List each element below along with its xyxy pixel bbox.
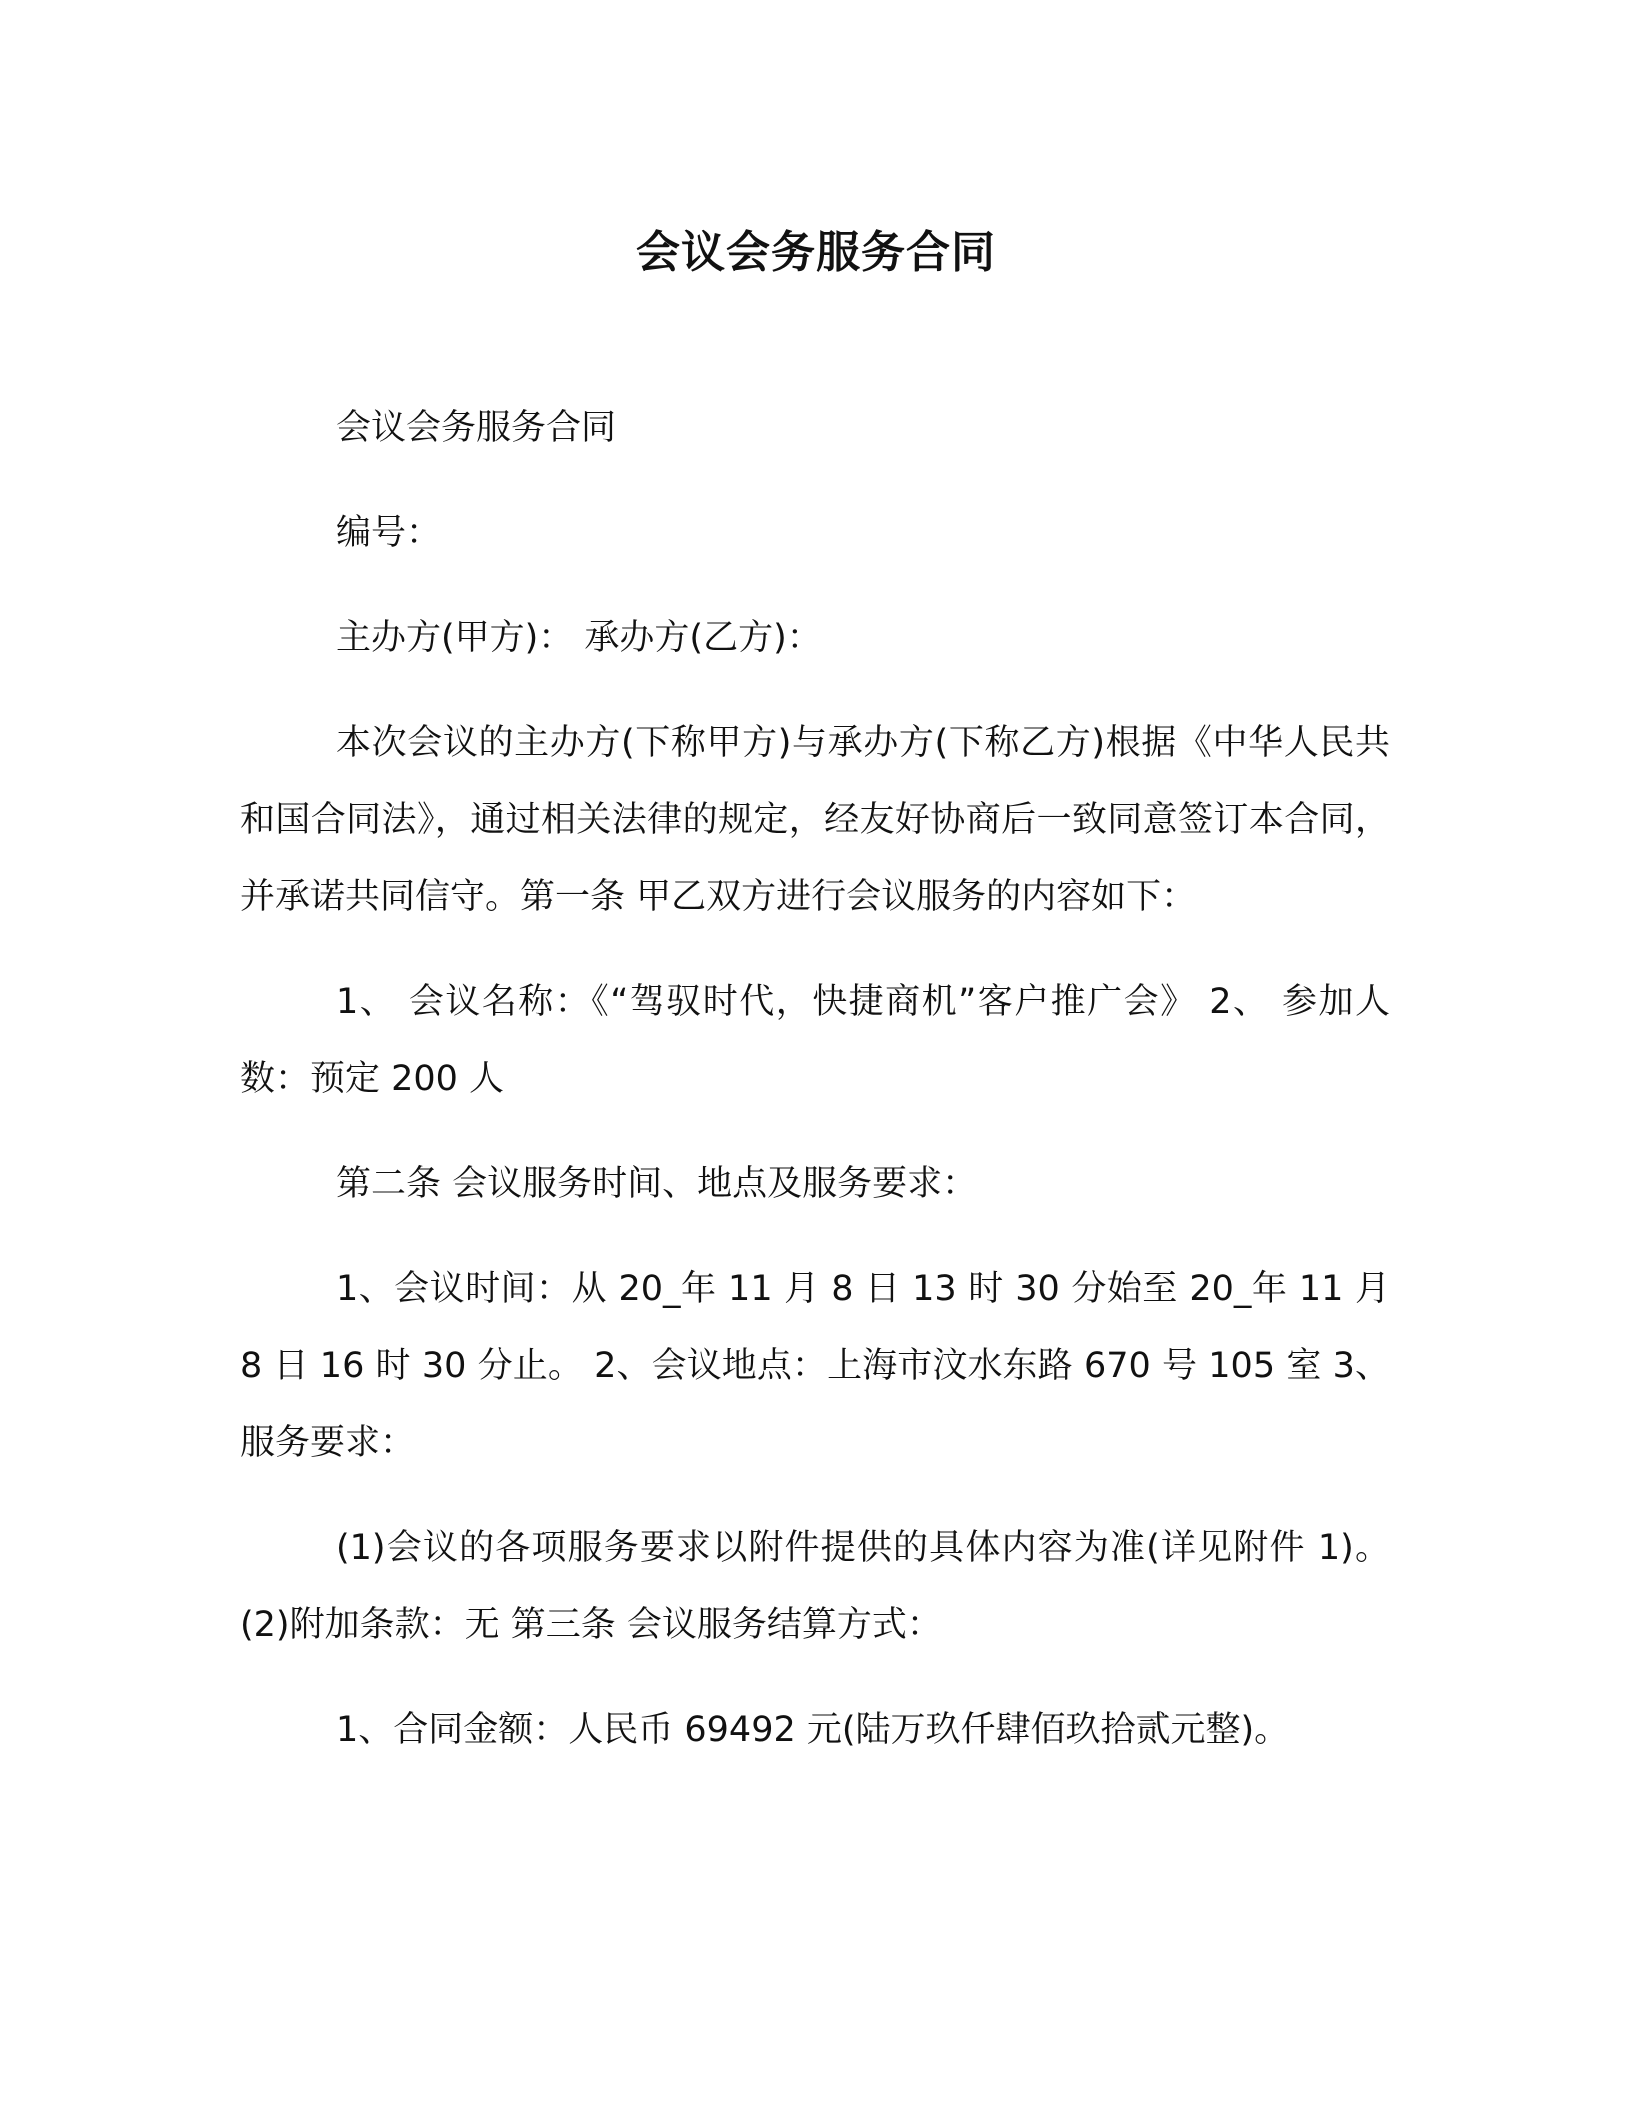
paragraph-meeting-name: 1、 会议名称：《“驾驭时代，快捷商机”客户推广会》 2、 参加人数：预定 200 人	[240, 982, 1390, 1099]
document-title: 会议会务服务合同	[636, 227, 996, 278]
paragraph-contract-amount: 1、合同金额：人民币 69492 元(陆万玖仟肆佰玖拾贰元整)。	[336, 1710, 1290, 1750]
document-body	[240, 390, 1390, 1797]
paragraph-article-two: 第二条 会议服务时间、地点及服务要求：	[336, 1164, 978, 1204]
paragraph-preamble: 本次会议的主办方(下称甲方)与承办方(下称乙方)根据《中华人民共和国合同法》，通过相关法律的规定，经友好协商后一致同意签订本合同，并承诺共同信守。第一条 甲乙双方进行会议服务的内容如下：	[240, 723, 1390, 917]
paragraph-number: 编号：	[336, 513, 442, 553]
paragraph-parties: 主办方(甲方)： 承办方(乙方)：	[336, 618, 822, 658]
paragraph-time-location: 1、会议时间：从 20_年 11 月 8 日 13 时 30 分始至 20_年 11 月 8 日 16 时 30 分止。 2、会议地点：上海市汶水东路 670 号 105 室 3、服务要求：	[240, 1269, 1390, 1463]
paragraph-service-requirements: (1)会议的各项服务要求以附件提供的具体内容为准(详见附件 1)。 (2)附加条款：无 第三条 会议服务结算方式：	[240, 1528, 1390, 1645]
paragraph-subtitle: 会议会务服务合同	[336, 408, 617, 448]
